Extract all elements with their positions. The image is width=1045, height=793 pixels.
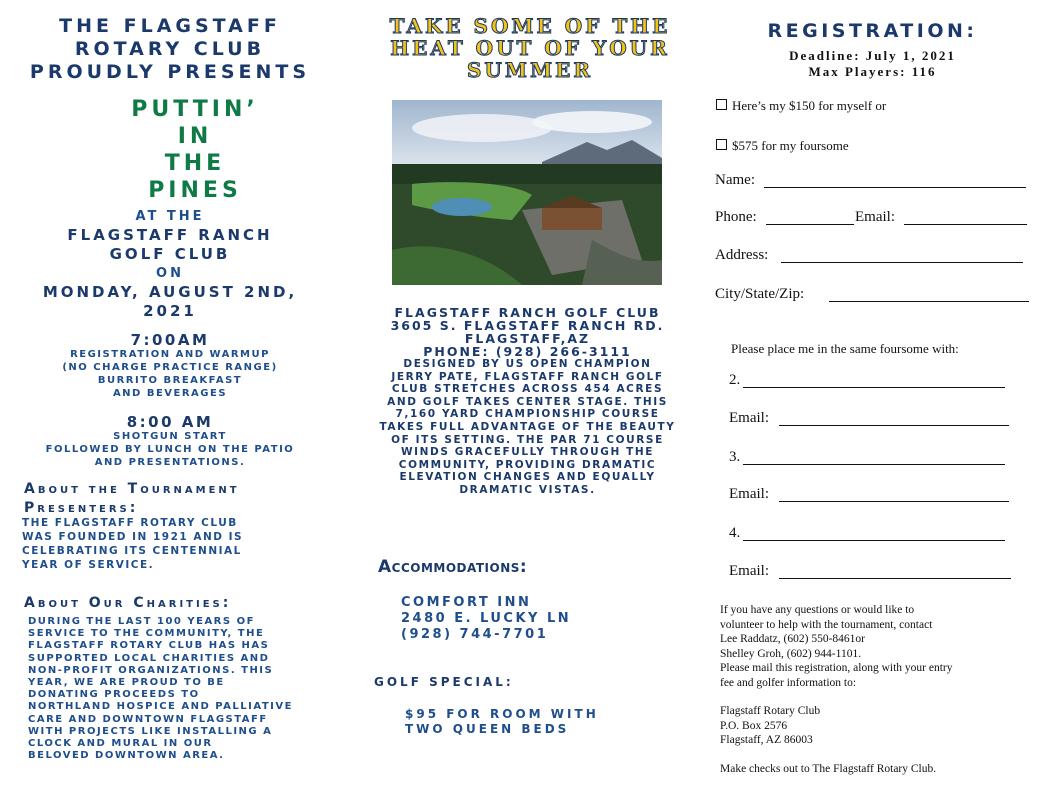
checks-payable-note: Make checks out to The Flagstaff Rotary Club. [720,762,937,775]
at-the-text: AT THE [135,209,205,224]
player2-field[interactable] [743,387,1005,388]
option-foursome[interactable]: $575 for my foursome [716,138,849,154]
summer-heading: TAKE SOME OF THE HEAT OUT OF YOUR SUMMER [389,14,671,82]
name-label: Name: [715,172,755,188]
venue-name: FLAGSTAFF RANCH GOLF CLUB [67,226,273,263]
venue-column [355,0,705,793]
player2-label: 2. [729,372,741,388]
address-label: Address: [715,247,769,263]
golf-special-offer: $95 FOR ROOM WITH TWO QUEEN BEDS [405,707,599,736]
foursome-checkbox[interactable] [716,139,727,150]
individual-checkbox[interactable] [716,99,727,110]
accommodations-heading: Accommodations: [378,557,528,577]
golf-special-heading: GOLF SPECIAL: [374,675,514,689]
player3-email-field[interactable] [779,501,1009,502]
player4-email-field[interactable] [779,578,1011,579]
city-state-zip-field[interactable] [829,301,1029,302]
registration-details: REGISTRATION AND WARMUP (NO CHARGE PRACTICE RANGE) BURRITO BREAKFAST AND BEVERAGES [62,349,278,399]
on-text: ON [156,266,184,281]
registration-heading: REGISTRATION: [767,20,978,42]
phone-label: Phone: [715,209,757,225]
player2-email-field[interactable] [779,425,1009,426]
player2-email-label: Email: [729,410,769,426]
phone-field[interactable] [766,224,854,225]
about-charities-text: DURING THE LAST 100 YEARS OF SERVICE TO THE COMMUNITY, THE FLAGSTAFF ROTARY CLUB HAS HAS SUPPORTED LOCAL CHARITIES AND NON-PROFIT ORGANIZATIONS. THIS YEAR, WE ARE PROUD TO BE DONATING PROCEEDS TO NORTHLAND HOSPICE AND PALLIATIVE CARE AND DOWNTOWN FLAGSTAFF WITH PROJECTS LIKE INSTALLING A CLOCK AND MURAL IN OUR BELOVED DOWNTOWN AREA. [28,616,293,762]
name-field[interactable] [764,187,1026,188]
time-shotgun: 8:00 AM [126,413,214,431]
player3-field[interactable] [743,464,1005,465]
registration-column [705,0,1040,793]
player4-field[interactable] [743,540,1005,541]
club-information: FLAGSTAFF RANCH GOLF CLUB 3605 S. FLAGSTAFF RANCH RD. FLAGSTAFF,AZ PHONE: (928) 266-3111 DESIGNED BY US OPEN CHAMPION JERRY PATE, FLAGSTAFF RANCH GOLF CLUB STRETCHES ACROSS 454 ACRES AND GOLF TAKES CENTER STAGE. THIS 7,160 YARD CHAMPIONSHIP COURSE TAKES FULL ADVANTAGE OF THE BEAUTY OF ITS SETTING. THE PAR 71 COURSE WINDS GRACEFULLY THROUGH THE COMMUNITY, PROVIDING DRAMATIC ELEVATION CHANGES AND EQUALLY DRAMATIC VISTAS. [379,305,676,496]
option-individual[interactable]: Here’s my $150 for myself or [716,98,886,114]
player3-email-label: Email: [729,486,769,502]
email-label: Email: [855,209,895,225]
time-registration: 7:00AM [130,331,210,349]
shotgun-details: SHOTGUN START FOLLOWED BY LUNCH ON THE PATIO AND PRESENTATIONS. [45,431,295,468]
player4-label: 4. [729,525,741,541]
address-field[interactable] [781,262,1023,263]
event-name: PUTTIN’ IN THE PINES [131,97,259,203]
player3-label: 3. [729,449,741,465]
about-tournament-text: THE FLAGSTAFF ROTARY CLUB WAS FOUNDED IN 1921 AND IS CELEBRATING ITS CENTENNIAL YEAR OF SERVICE. [22,517,244,571]
event-column [10,0,330,793]
registration-limits: Deadline: July 1, 2021 Max Players: 116 [789,48,956,79]
email-field[interactable] [904,224,1027,225]
presenter-title: THE FLAGSTAFF ROTARY CLUB PROUDLY PRESENTS [29,15,311,83]
aerial-golf-course-image [392,100,662,285]
golf-club-photo [392,100,662,285]
about-charities-heading: About Our Charities: [24,595,232,611]
contact-info: If you have any questions or would like to volunteer to help with the tournament, contact Lee Raddatz, (602) 550-8461or Shelley Groh, (602) 944-1101. Please mail this registration, along with your entry fee and golfer information to: Flagstaff Rotary Club P.O. Box 2576 Flagstaff, AZ 86003 Make checks out to The Flagstaff Rotary Club. [720,603,1040,776]
about-tournament-heading: About the Tournament Presenters: [24,481,240,516]
hotel-info: COMFORT INN 2480 E. LUCKY LN (928) 744-7701 [401,595,572,642]
foursome-prompt: Please place me in the same foursome with: [731,341,959,356]
player4-email-label: Email: [729,563,769,579]
event-date: MONDAY, AUGUST 2ND, 2021 [42,283,298,320]
city-state-zip-label: City/State/Zip: [715,286,805,302]
mailing-address: Flagstaff Rotary Club P.O. Box 2576 Flagstaff, AZ 86003 [720,705,821,746]
